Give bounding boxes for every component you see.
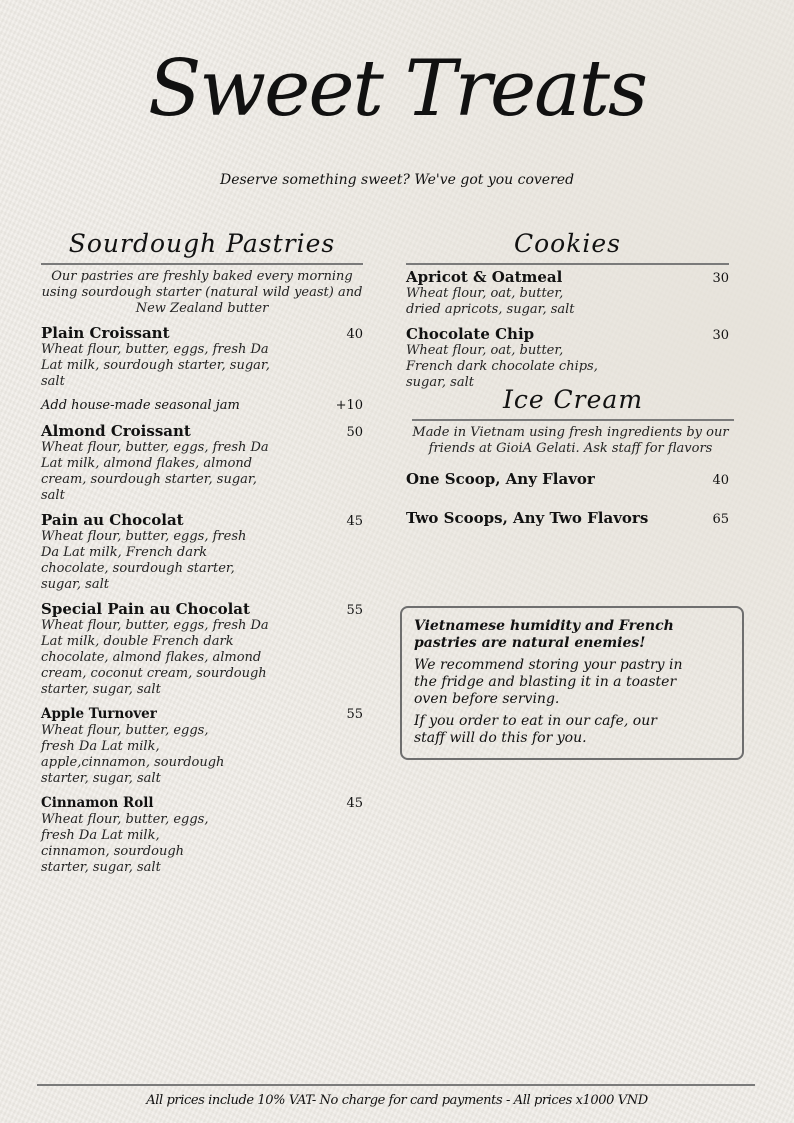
item-price: 55	[346, 603, 363, 618]
menu-title: Sweet Treats	[147, 44, 646, 134]
tagline: Deserve something sweet? We've got you covered	[219, 172, 575, 188]
footer-text: All prices include 10% VAT- No charge for card payments - All prices x1000 VND	[146, 1093, 648, 1108]
item-name: Special Pain au Chocolat	[41, 600, 250, 618]
addon-row	[41, 398, 363, 413]
sourdough-section	[41, 228, 363, 884]
item-description: Wheat flour, butter, eggs, fresh Da Lat milk, almond flakes, almond cream, sourdough starter, sugar, salt	[41, 440, 269, 503]
section-description: Made in Vietnam using fresh ingredients by our friends at GioiA Gelati. Ask staff for flavors	[412, 425, 729, 456]
menu-item	[406, 326, 729, 391]
item-price: 30	[712, 328, 729, 343]
menu-item	[41, 325, 363, 390]
item-name: Pain au Chocolat	[41, 511, 184, 529]
note-paragraph: If you order to eat in our cafe, our staff will do this for you.	[414, 713, 657, 746]
item-description: Wheat flour, butter, eggs, fresh Da Lat milk, apple,cinnamon, sourdough starter, sugar, salt	[41, 723, 225, 786]
item-description: Wheat flour, oat, butter, dried apricots, sugar, salt	[406, 286, 575, 317]
item-price: 50	[346, 425, 363, 440]
menu-item	[41, 423, 363, 504]
addon-label: Add house-made seasonal jam	[41, 398, 240, 413]
note-paragraph: We recommend storing your pastry in the fridge and blasting it in a toaster oven before serving.	[414, 657, 683, 707]
menu-item	[41, 512, 363, 593]
section-title: Ice Cream	[412, 384, 734, 421]
item-name: Apricot & Oatmeal	[406, 268, 563, 286]
section-description: Our pastries are freshly baked every morning using sourdough starter (natural wild yeast) and New Zealand butter	[41, 269, 363, 316]
item-price: 30	[712, 271, 729, 286]
item-name: Apple Turnover	[41, 706, 157, 722]
menu-item	[406, 471, 729, 488]
item-description: Wheat flour, oat, butter, French dark chocolate chips, sugar, salt	[406, 343, 598, 390]
menu-item	[41, 795, 363, 876]
item-name: Almond Croissant	[41, 422, 191, 440]
item-description: Wheat flour, butter, eggs, fresh Da Lat milk, cinnamon, sourdough starter, sugar, salt	[41, 812, 209, 875]
section-title: Cookies	[406, 228, 729, 265]
addon-price: +10	[335, 398, 363, 413]
item-price: 65	[712, 512, 729, 527]
menu-item	[41, 601, 363, 698]
item-description: Wheat flour, butter, eggs, fresh Da Lat milk, French dark chocolate, sourdough starter, sugar, salt	[41, 529, 247, 592]
note-heading: Vietnamese humidity and French pastries are natural enemies!	[414, 618, 674, 651]
item-description: Wheat flour, butter, eggs, fresh Da Lat milk, double French dark chocolate, almond flakes, almond cream, coconut cream, sourdough starter, sugar, salt	[41, 618, 269, 697]
menu-item	[41, 706, 363, 787]
item-name: Plain Croissant	[41, 324, 170, 342]
menu-item	[406, 269, 729, 318]
cookies-section	[406, 228, 729, 399]
ice-cream-section	[406, 384, 729, 549]
item-name: Chocolate Chip	[406, 325, 535, 343]
footer-divider	[37, 1084, 755, 1086]
storage-note-box	[400, 606, 744, 760]
item-price: 55	[346, 707, 363, 722]
item-description: Wheat flour, butter, eggs, fresh Da Lat milk, sourdough starter, sugar, salt	[41, 342, 270, 389]
item-price: 45	[346, 796, 363, 811]
item-name: Two Scoops, Any Two Flavors	[406, 509, 649, 527]
item-name: One Scoop, Any Flavor	[406, 470, 595, 488]
menu-item	[406, 510, 729, 527]
item-price: 40	[712, 473, 729, 488]
section-title: Sourdough Pastries	[41, 228, 363, 265]
item-name: Cinnamon Roll	[41, 795, 154, 811]
item-price: 40	[346, 327, 363, 342]
item-price: 45	[346, 514, 363, 529]
